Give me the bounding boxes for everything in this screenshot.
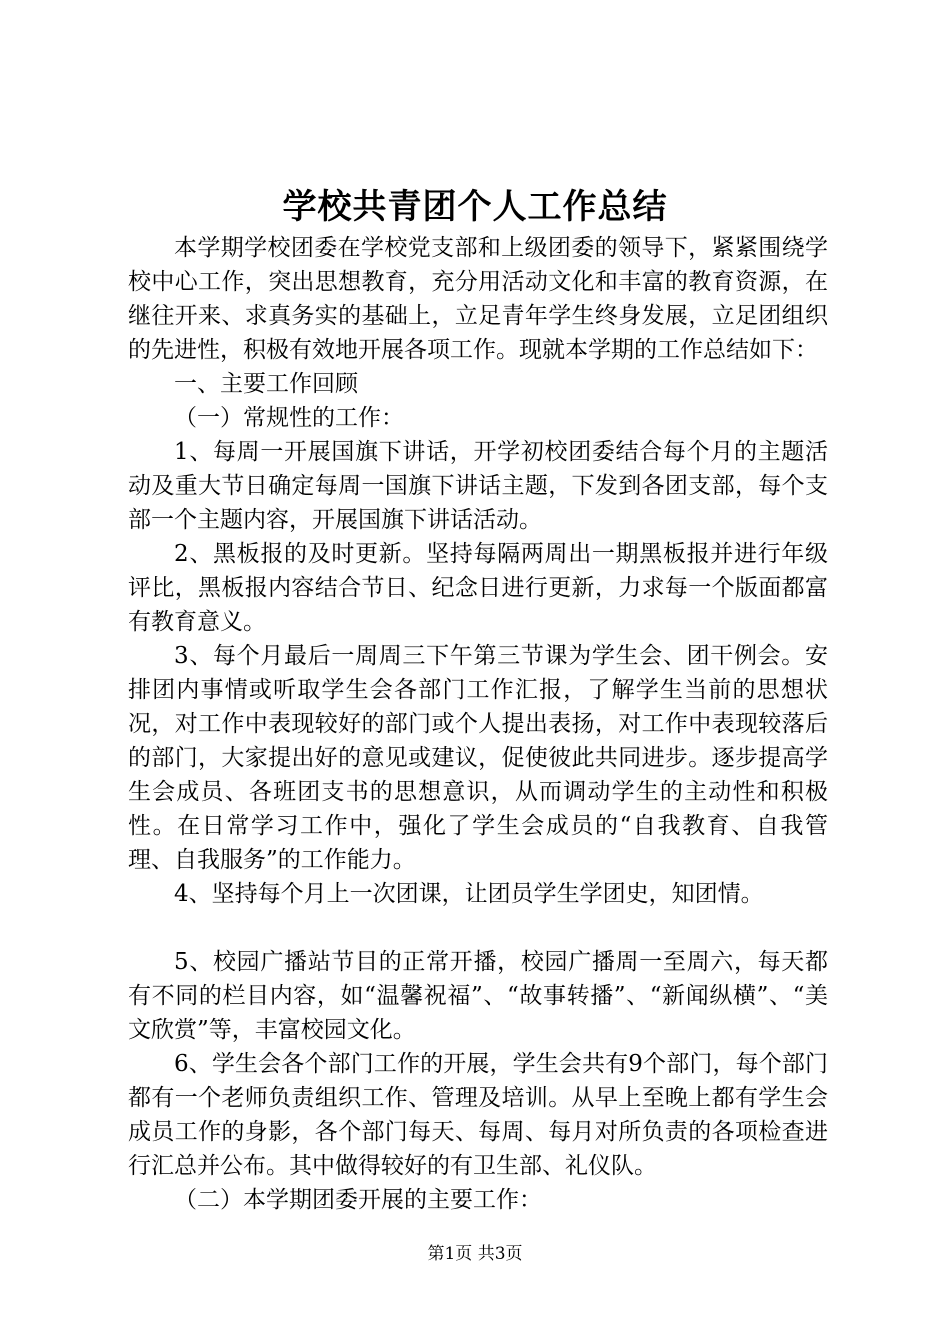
paragraph-item-5: 5、校园广播站节目的正常开播，校园广播周一至周六，每天都有不同的栏目内容，如“温馨祝福”、“故事转播”、“新闻纵横”、“美文欣赏”等，丰富校园文化。 [128, 949, 828, 1043]
section-heading: 一、主要工作回顾 [174, 371, 358, 397]
subsection-heading-2: （二）本学期团委开展的主要工作： [174, 1187, 542, 1213]
blank-line [128, 911, 828, 945]
paragraph-item-3: 3、每个月最后一周周三下午第三节课为学生会、团干例会。安排团内事情或听取学生会各部门工作汇报，了解学生当前的思想状况，对工作中表现较好的部门或个人提出表扬，对工作中表现较落后的部门，大家提出好的意见或建议，促使彼此共同进步。逐步提高学生会成员、各班团支书的思想意识，从而调动学生的主动性和积极性。在日常学习工作中，强化了学生会成员的“自我教育、自我管理、自我服务”的工作能力。 [128, 643, 828, 873]
document-title: 学校共青团个人工作总结 [282, 187, 668, 227]
paragraph-item-2: 2、黑板报的及时更新。坚持每隔两周出一期黑板报并进行年级评比，黑板报内容结合节日、纪念日进行更新，力求每一个版面都富有教育意义。 [128, 541, 828, 635]
page-footer: 第1页 共3页 [427, 1244, 523, 1264]
paragraph-item-6: 6、学生会各个部门工作的开展，学生会共有9个部门，每个部门都有一个老师负责组织工作、管理及培训。从早上至晚上都有学生会成员工作的身影，各个部门每天、每周、每月对所负责的各项检查进行汇总并公布。其中做得较好的有卫生部、礼仪队。 [128, 1051, 828, 1179]
paragraph-intro: 本学期学校团委在学校党支部和上级团委的领导下，紧紧围绕学校中心工作，突出思想教育，充分用活动文化和丰富的教育资源，在继往开来、求真务实的基础上，立足青年学生终身发展，立足团组织的先进性，积极有效地开展各项工作。现就本学期的工作总结如下： [128, 235, 828, 363]
subsection-heading: （一）常规性的工作： [174, 405, 404, 431]
document-body [128, 231, 828, 1217]
paragraph-item-1: 1、每周一开展国旗下讲话，开学初校团委结合每个月的主题活动及重大节日确定每周一国旗下讲话主题，下发到各团支部，每个支部一个主题内容，开展国旗下讲话活动。 [128, 439, 828, 533]
paragraph-item-4: 4、坚持每个月上一次团课，让团员学生学团史，知团情。 [174, 881, 764, 907]
